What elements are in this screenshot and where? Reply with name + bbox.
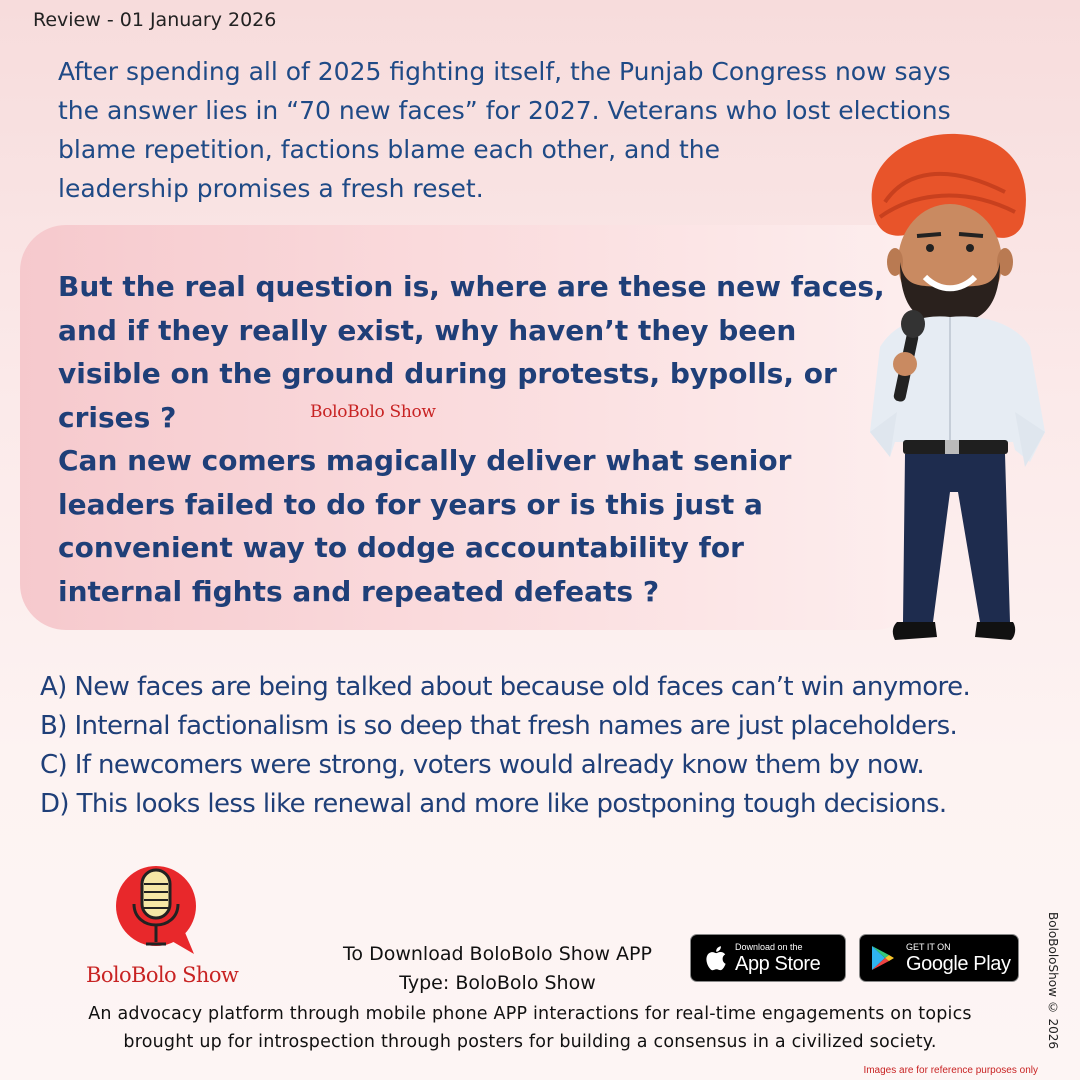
intro-line: the answer lies in “70 new faces” for 2027. Veterans who lost elections <box>58 96 951 125</box>
google-play-big-label: Google Play <box>906 952 1011 975</box>
presenter-illustration <box>855 132 1060 652</box>
download-line: Type: BoloBolo Show <box>399 972 596 994</box>
question-line: leaders failed to do for years or is this just a <box>58 487 763 521</box>
option-c: C) If newcomers were strong, voters would already know them by now. <box>40 750 925 780</box>
copyright-text: BoloBoloShow © 2026 <box>1046 912 1060 1050</box>
download-info <box>320 940 675 998</box>
tagline <box>20 1000 1040 1056</box>
option-d: D) This looks less like renewal and more like postponing tough decisions. <box>40 789 947 819</box>
apple-icon <box>703 944 727 972</box>
question-line: internal fights and repeated defeats ? <box>58 574 660 608</box>
intro-line: leadership promises a fresh reset. <box>58 174 484 203</box>
intro-line: After spending all of 2025 fighting itself, the Punjab Congress now says <box>58 57 951 86</box>
question-line: crises ? <box>58 400 177 434</box>
app-store-big-label: App Store <box>735 952 821 975</box>
logo-name: BoloBolo Show <box>86 963 239 987</box>
app-store-badge[interactable] <box>690 934 846 982</box>
question-line: Can new comers magically deliver what senior <box>58 444 792 477</box>
date-label: Review - 01 January 2026 <box>33 9 277 31</box>
microphone-logo-icon <box>112 862 208 958</box>
question-line: convenient way to dodge accountability for <box>58 531 744 564</box>
app-store-small-label: Download on the <box>735 941 803 952</box>
disclaimer-text: Images are for reference purposes only <box>863 1065 1038 1076</box>
google-play-badge[interactable] <box>859 934 1019 982</box>
watermark-brand: BoloBolo Show <box>310 402 436 422</box>
download-line: To Download BoloBolo Show APP <box>343 943 652 965</box>
question-line: But the real question is, where are these new faces, <box>58 270 885 303</box>
google-play-icon <box>870 944 896 972</box>
question-text <box>58 265 885 613</box>
google-play-small-label: GET IT ON <box>906 941 951 952</box>
answer-options <box>40 668 1060 824</box>
question-line: and if they really exist, why haven’t they been <box>58 313 797 347</box>
question-line: visible on the ground during protests, bypolls, or <box>58 357 837 390</box>
option-b: B) Internal factionalism is so deep that fresh names are just placeholders. <box>40 711 958 741</box>
intro-line: blame repetition, factions blame each other, and the <box>58 135 720 164</box>
tagline-line: An advocacy platform through mobile phone APP interactions for real-time engagements on topics <box>88 1004 972 1024</box>
tagline-line: brought up for introspection through posters for building a consensus in a civilized society. <box>123 1032 937 1052</box>
option-a: A) New faces are being talked about because old faces can’t win anymore. <box>40 672 971 702</box>
